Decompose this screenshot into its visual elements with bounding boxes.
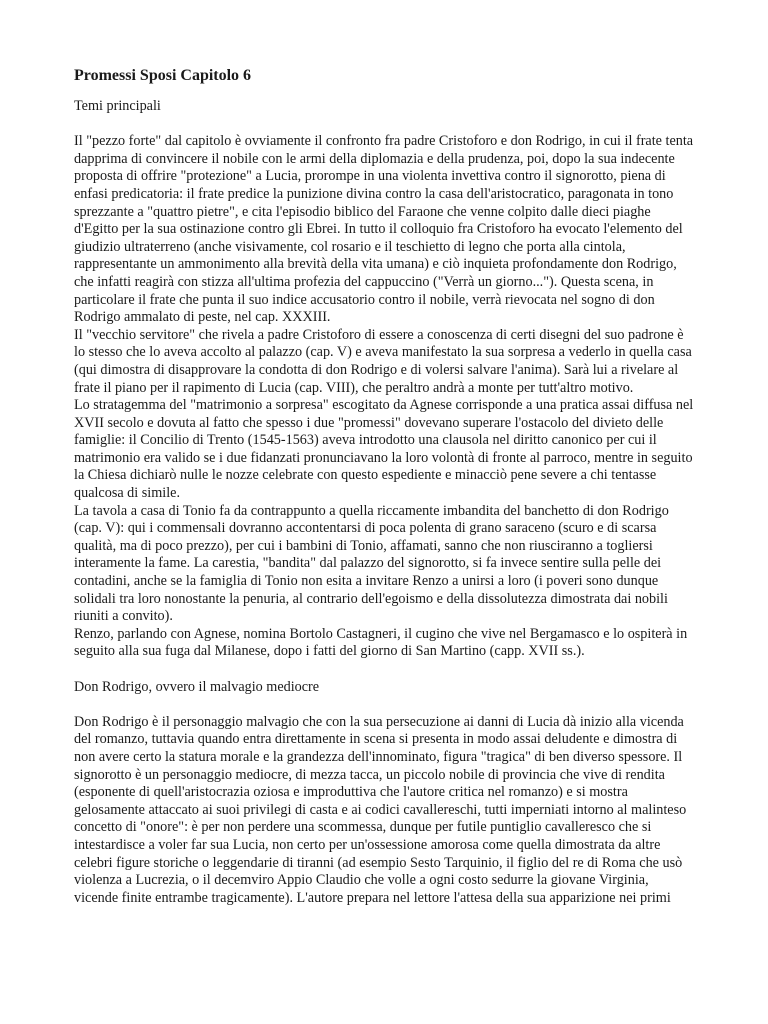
document-title: Promessi Sposi Capitolo 6 — [74, 67, 252, 84]
document-page — [74, 66, 696, 907]
paragraph: Don Rodrigo è il personaggio malvagio che con la sua persecuzione ai danni di Lucia dà inizio alla vicenda del romanzo, tuttavia quando entra direttamente in scena si presenta in modo assai deludente e dimostra di non avere certo la statura morale e la grandezza dell'innominato, figura "tragica" di ben diverso spessore. Il signorotto è un personaggio mediocre, di mezza tacca, un piccolo nobile di provincia che vive di rendita (esponente di quell'aristocrazia oziosa e improduttiva che l'autore critica nel romanzo) e si mostra gelosamente attaccato ai suoi privilegi di casta e ai codici cavallereschi, tutti imperniati intorno al malinteso concetto di "onore": è per non perdere una scommessa, dunque per futile puntiglio cavalleresco che si intestardisce a voler far sua Lucia, non certo per un'ossessione amorosa come quella dimostrata da altre celebri figure storiche o leggendarie di tiranni (ad esempio Sesto Tarquinio, il figlio del re di Roma che usò violenza a Lucrezia, o il decemviro Appio Claudio che volle a ogni costo sedurre la giovane Virginia, vicende finite entrambe tragicamente). L'autore prepara nel lettore l'attesa della sua apparizione nei primi — [74, 713, 687, 906]
paragraph: Il "pezzo forte" dal capitolo è ovviamente il confronto fra padre Cristoforo e don Rodrigo, in cui il frate tenta dapprima di convincere il nobile con le armi della diplomazia e della prudenza, poi, dopo la sua indecente proposta di offrire "protezione" a Lucia, prorompe in una violenta invettiva contro il signorotto, piena di enfasi predicatoria: il frate predice la punizione divina contro la casa dell'aristocratico, paragonata in tono sprezzante a "quattro pietre", e cita l'episodio biblico del Faraone che venne colpito dalle dieci piaghe d'Egitto per la sua ostinazione contro gli Ebrei. In tutto il colloquio fra Cristoforo ha evocato l'elemento del giudizio ultraterreno (anche visivamente, col rosario e il teschietto di legno che porta alla cintola, rappresentante un ammonimento alla brevità della vita umana) e ciò inquieta profondamente don Rodrigo, che infatti reagirà con stizza all'ultima profezia del cappuccino ("Verrà un giorno..."). Questa scena, in particolare il frate che punta il suo indice accusatorio contro il nobile, verrà rievocata nel sogno di don Rodrigo ammalato di peste, nel cap. XXXIII. — [74, 133, 694, 326]
paragraph: La tavola a casa di Tonio fa da contrappunto a quella riccamente imbandita del banchetto di don Rodrigo (cap. V): qui i commensali dovranno accontentarsi di poca polenta di grano saraceno (scuro e di scarsa qualità, ma di poco prezzo), per cui i bambini di Tonio, affamati, sanno che non riusciranno a togliersi interamente la fame. La carestia, "bandita" dal palazzo del signorotto, si fa invece sentire sulla pelle dei contadini, anche se la famiglia di Tonio non esita a invitare Renzo a unirsi a loro (i poveri sono dunque solidali tra loro nonostante la penuria, al contrario dell'egoismo e della dissolutezza dimostrata dai nobili riuniti a convito). — [74, 502, 669, 625]
paragraph: Renzo, parlando con Agnese, nomina Bortolo Castagneri, il cugino che vive nel Bergamasco e lo ospiterà in seguito alla sua fuga dal Milanese, dopo i fatti del giorno di San Martino (capp. XVII ss.). — [74, 625, 688, 660]
spacer — [74, 696, 696, 714]
spacer — [74, 116, 696, 134]
spacer — [74, 661, 696, 679]
section-heading-don-rodrigo: Don Rodrigo, ovvero il malvagio mediocre — [74, 678, 320, 695]
section-heading-temi: Temi principali — [74, 98, 161, 114]
paragraph: Lo stratagemma del "matrimonio a sorpresa" escogitato da Agnese corrisponde a una pratica assai diffusa nel XVII secolo e dovuta al fatto che spesso i due "promessi" dovevano superare l'ostacolo del divieto delle famiglie: il Concilio di Trento (1545-1563) aveva introdotto una clausola nel diritto canonico per cui il matrimonio era valido se i due fidanzati pronunciavano la loro volontà di fronte al parroco, mentre in seguito la Chiesa dichiarò nulle le nozze celebrate con questo espediente e minacciò pene severe a chi tentasse qualcosa di simile. — [74, 397, 694, 502]
paragraph: Il "vecchio servitore" che rivela a padre Cristoforo di essere a conoscenza di certi disegni del suo padrone è lo stesso che lo aveva accolto al palazzo (cap. V) e aveva manifestato la sua sorpresa a vederlo in quella casa (qui dimostra di disapprovare la condotta di don Rodrigo e di volersi salvare l'anima). Sarà lui a rivelare al frate il piano per il rapimento di Lucia (cap. VIII), che peraltro andrà a monte per tutt'altro motivo. — [74, 326, 692, 396]
